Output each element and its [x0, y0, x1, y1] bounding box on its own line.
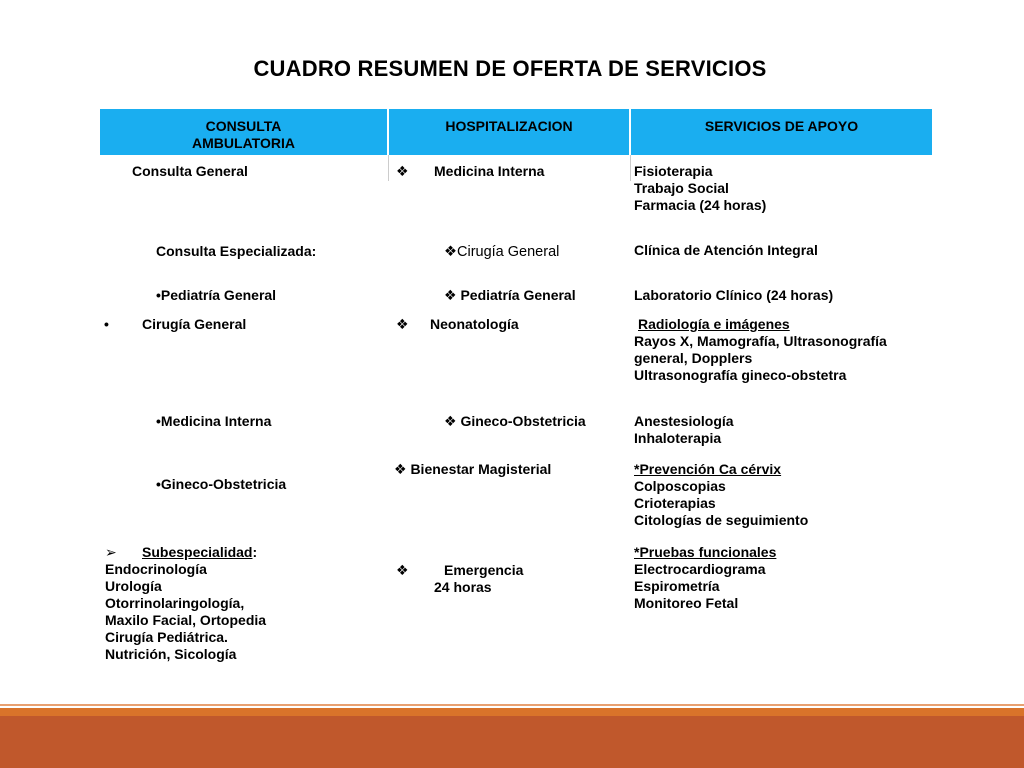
footer-stripe: [0, 708, 1024, 716]
list-item: Inhaloterapia: [634, 430, 722, 446]
list-item: Electrocardiograma: [634, 561, 766, 577]
list-item: Ultrasonografía gineco-obstetra: [634, 367, 847, 383]
hosp-pediatria-general: ❖ Pediatría General: [444, 287, 576, 303]
list-item: Citologías de seguimiento: [634, 512, 809, 528]
hosp-medicina-interna: Medicina Interna: [434, 163, 545, 179]
column-divider: [388, 155, 389, 181]
header-hospitalizacion: [389, 109, 629, 155]
apoyo-radiologia-title: [638, 316, 790, 333]
prevencion-label: *Prevención Ca cérvix: [634, 461, 782, 477]
footer-bar: [0, 716, 1024, 768]
diamond-bullet-icon: ❖: [396, 562, 409, 578]
list-item: Colposcopias: [634, 478, 726, 494]
diamond-bullet-icon: ❖: [396, 316, 409, 332]
cirugia-bullet: •: [104, 316, 109, 332]
hosp-emergencia-horas: 24 horas: [434, 579, 492, 595]
header-consulta-line2: AMBULATORIA: [192, 135, 295, 151]
hosp-gineco-obstetricia: ❖ Gineco-Obstetricia: [444, 413, 586, 429]
list-item: general, Dopplers: [634, 350, 753, 366]
diamond-bullet-icon: ❖: [396, 163, 409, 179]
list-item: Cirugía Pediátrica.: [105, 629, 228, 645]
hosp-cirugia-general: ❖Cirugía General: [444, 244, 560, 260]
hosp-neonatologia: Neonatología: [430, 316, 519, 332]
page-title: CUADRO RESUMEN DE OFERTA DE SERVICIOS: [253, 56, 767, 81]
apoyo-anestesia: [634, 413, 734, 447]
hosp-bienestar-magisterial: ❖ Bienestar Magisterial: [394, 461, 552, 477]
subespecialidad-colon: :: [252, 544, 258, 560]
list-item: Trabajo Social: [634, 180, 729, 196]
header-hospitalizacion-label: HOSPITALIZACION: [445, 118, 573, 134]
gineco-obstetricia: •Gineco-Obstetricia: [156, 476, 287, 492]
list-item: Otorrinolaringología,: [105, 595, 245, 611]
apoyo-radiologia-list: [634, 333, 887, 384]
subespecialidad-list: [105, 561, 266, 663]
pruebas-label: *Pruebas funcionales: [634, 544, 777, 560]
hosp-emergencia: Emergencia: [444, 562, 524, 578]
list-item: Monitoreo Fetal: [634, 595, 739, 611]
consulta-general: Consulta General: [132, 163, 248, 179]
medicina-interna: •Medicina Interna: [156, 413, 272, 429]
apoyo-laboratorio: Laboratorio Clínico (24 horas): [634, 287, 834, 303]
list-item: Nutrición, Sicología: [105, 646, 237, 662]
apoyo-group-1: [634, 163, 766, 214]
cirugia-general: Cirugía General: [142, 316, 247, 332]
subespecialidad-label: Subespecialidad: [142, 544, 253, 560]
header-servicios-apoyo: [631, 109, 932, 155]
list-item: Espirometría: [634, 578, 720, 594]
footer-divider: [0, 704, 1024, 706]
apoyo-pruebas: [634, 544, 776, 612]
header-consulta-line1: CONSULTA: [205, 118, 282, 134]
list-item: Rayos X, Mamografía, Ultrasonografía: [634, 333, 887, 349]
subespecialidad-title: [142, 544, 257, 561]
list-item: Fisioterapia: [634, 163, 713, 179]
list-item: Farmacia (24 horas): [634, 197, 767, 213]
header-servicios-label: SERVICIOS DE APOYO: [704, 118, 859, 134]
list-item: Crioterapias: [634, 495, 716, 511]
list-item: Urología: [105, 578, 162, 594]
apoyo-clinica: Clínica de Atención Integral: [634, 242, 818, 258]
list-item: Anestesiología: [634, 413, 734, 429]
pediatria-general: •Pediatría General: [156, 287, 277, 303]
list-item: Endocrinología: [105, 561, 207, 577]
list-item: Maxilo Facial, Ortopedia: [105, 612, 267, 628]
radiologia-label: Radiología e imágenes: [638, 316, 790, 332]
header-consulta: [100, 109, 387, 155]
subespecialidad-arrow-icon: ➢: [105, 544, 117, 560]
consulta-especializada: Consulta Especializada:: [156, 243, 317, 259]
column-divider: [630, 155, 631, 181]
apoyo-prevencion: [634, 461, 808, 529]
